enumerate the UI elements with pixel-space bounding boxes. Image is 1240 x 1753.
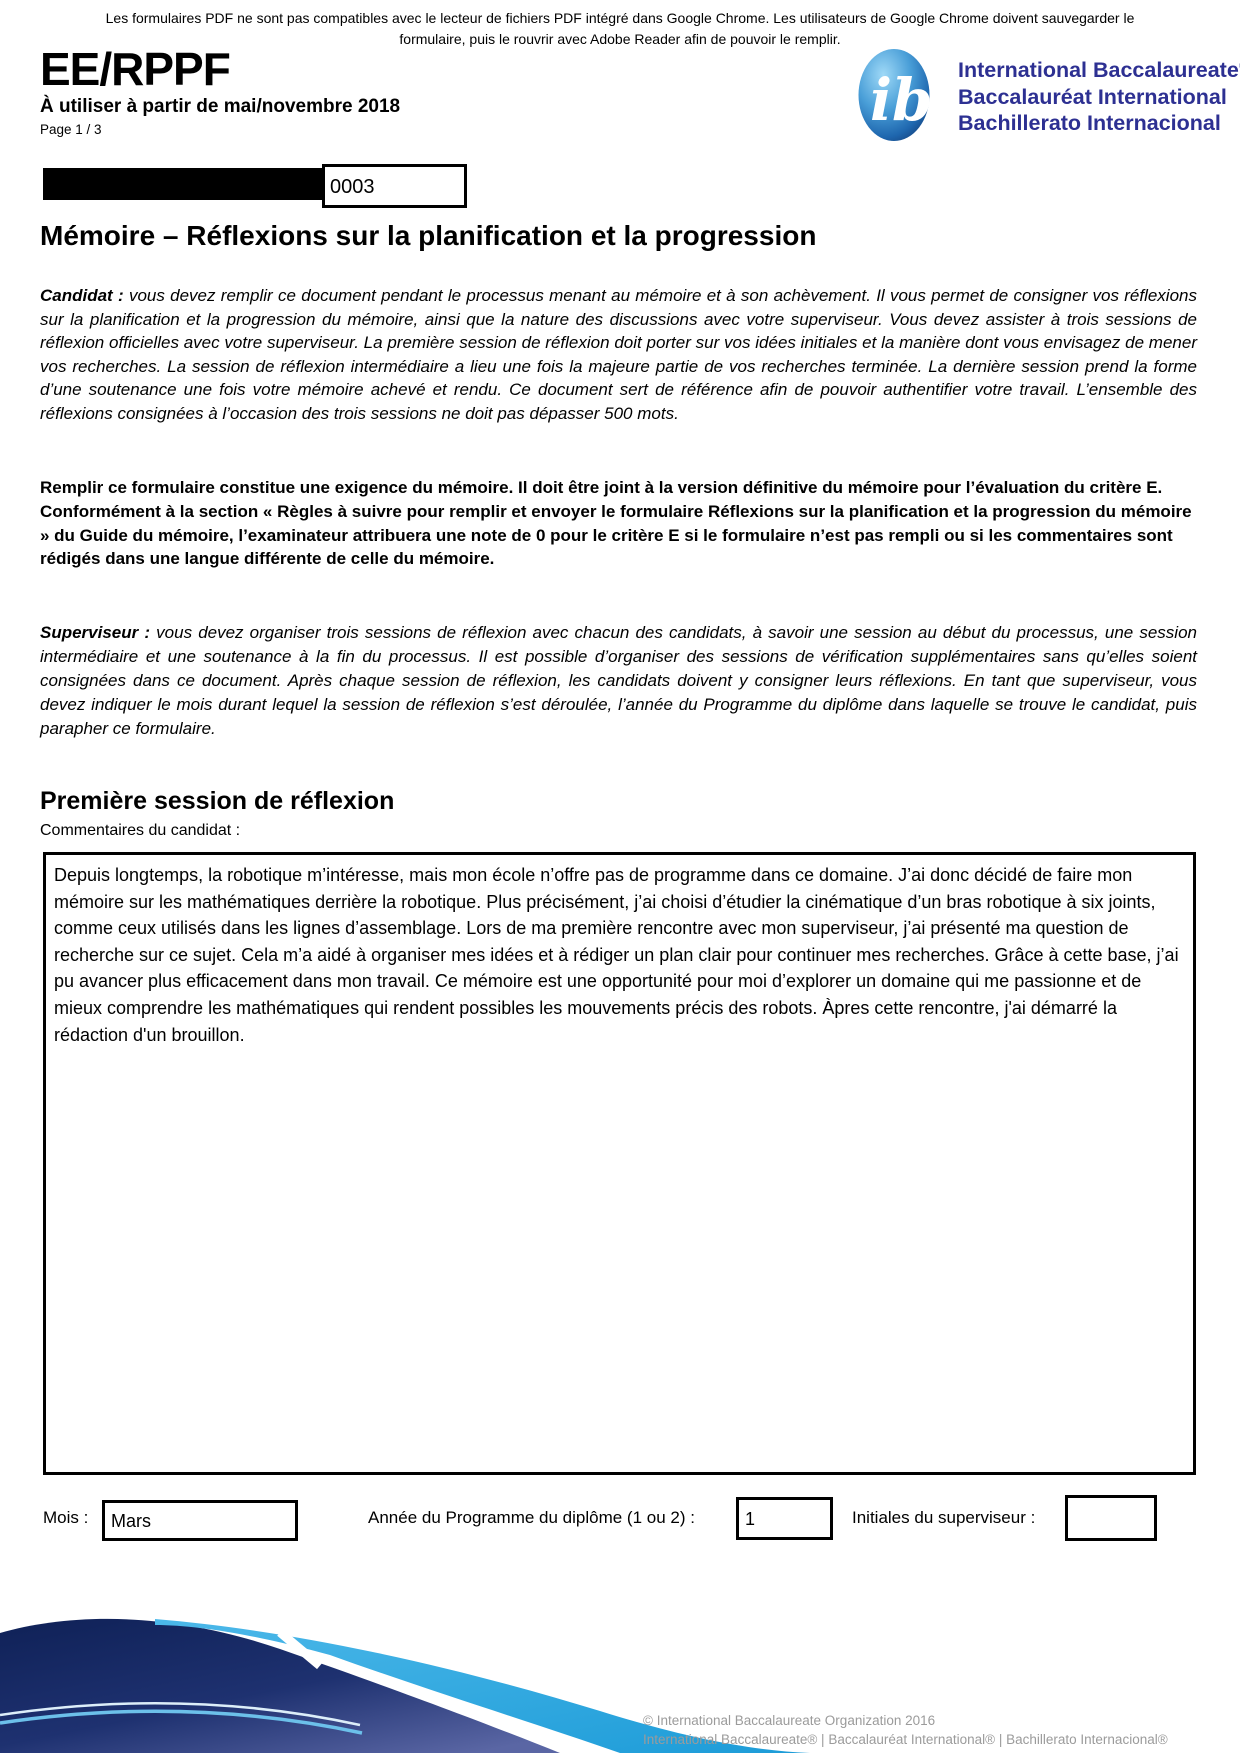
document-title: Mémoire – Réflexions sur la planification et la progression	[40, 220, 817, 251]
supervisor-initials-label: Initiales du superviseur :	[852, 1508, 1036, 1527]
month-label: Mois :	[43, 1508, 89, 1527]
programme-year-field[interactable]	[736, 1497, 833, 1540]
redacted-candidate-field	[43, 168, 322, 200]
session-number-field[interactable]	[322, 164, 467, 208]
disclaimer-line-1: Les formulaires PDF ne sont pas compatibles avec le lecteur de fichiers PDF intégré dans Google Chrome. Les utilisateurs de Google Chrome doivent sauvegarder le	[105, 10, 1135, 26]
requirement-notice-paragraph: Remplir ce formulaire constitue une exigence du mémoire. Il doit être joint à la version définitive du mémoire pour l’évaluation du critère E. Conformément à la section « Règles à suivre pour remplir et envoyer le formulaire Réflexions sur la planification et la progression du mémoire » du Guide du mémoire, l’examinateur attribuera une note de 0 pour le critère E si le formulaire n’est pas rempli ou si les commentaires sont rédigés dans une langue différente de celle du mémoire.	[40, 478, 1192, 569]
page-indicator: Page 1 / 3	[40, 122, 102, 137]
svg-text:ib: ib	[870, 66, 930, 134]
copyright-line: © International Baccalaureate Organization 2016	[643, 1713, 936, 1728]
session-number-value: 0003	[330, 176, 375, 198]
ib-logo-line-en: International Baccalaureate	[958, 54, 1240, 84]
candidate-comments-label: Commentaires du candidat :	[40, 822, 241, 839]
programme-year-value: 1	[745, 1509, 756, 1529]
trademarks-line: International Baccalaureate® | Baccalauréat International® | Bachillerato Internacional®	[643, 1731, 1168, 1747]
candidate-label: Candidat :	[40, 286, 124, 305]
candidate-instructions-text: vous devez remplir ce document pendant le processus menant au mémoire et à son achèvement. Il vous permet de consigner vos réflexions sur la planification et la progression du mémoire, ainsi que la nature des discussions avec votre superviseur. Vous devez assister à trois sessions de réflexion officielles avec votre superviseur. La première session de réflexion doit porter sur vos idées initiales et la manière dont vous envisagez de mener vos recherches. La session de réflexion intermédiaire a lieu une fois la majeure partie de vos recherches terminée. La dernière session prend la forme d’une soutenance une fois votre mémoire achevé et rendu. Ce document sert de référence afin de pouvoir authentifier votre travail. L’ensemble des réflexions consignées à l’occasion des trois sessions ne doit pas dépasser 500 mots.	[40, 286, 1197, 423]
supervisor-initials-field[interactable]	[1065, 1495, 1157, 1541]
disclaimer-line-2: formulaire, puis le rouvrir avec Adobe Reader afin de pouvoir le remplir.	[399, 31, 841, 47]
ib-logo	[858, 48, 1240, 147]
candidate-comments-field[interactable]	[43, 852, 1196, 1475]
month-field[interactable]	[102, 1500, 298, 1541]
month-value: Mars	[111, 1511, 151, 1531]
usage-note: À utiliser à partir de mai/novembre 2018	[40, 96, 401, 117]
supervisor-label: Superviseur :	[40, 623, 151, 642]
ib-globe-icon	[858, 48, 930, 147]
first-session-heading: Première session de réflexion	[40, 787, 395, 815]
ib-logo-wordmark	[958, 48, 1240, 137]
form-code-title: EE/RPPF	[40, 43, 230, 95]
candidate-comments-text: Depuis longtemps, la robotique m’intéresse, mais mon école n’offre pas de programme dans ce domaine. J’ai donc décidé de faire mon mémoire sur les mathématiques derrière la robotique. Plus précisément, j’ai choisi d’étudier la cinématique d’un bras robotique à six joints, comme ceux utilisés dans les lignes d’assemblage. Lors de ma première rencontre avec mon superviseur, j’ai présenté ma question de recherche sur ce sujet. Cela m’a aidé à organiser mes idées et à rédiger un plan clair pour continuer mes recherches. Grâce à cette base, j’ai pu avancer plus efficacement dans mon travail. Ce mémoire est une opportunité pour moi d’explorer un domaine qui me passionne et de mieux comprendre les mathématiques qui rendent possibles les mouvements précis des robots. Àpres cette rencontre, j'ai démarré la rédaction d'un brouillon.	[54, 865, 1179, 1045]
ib-logo-line-fr: Baccalauréat International	[958, 84, 1227, 109]
ib-logo-line-es: Bachillerato Internacional	[958, 111, 1221, 136]
programme-year-label: Année du Programme du diplôme (1 ou 2) :	[368, 1508, 695, 1527]
footer-copyright	[643, 1712, 1168, 1749]
supervisor-instructions-text: vous devez organiser trois sessions de réflexion avec chacun des candidats, à savoir une session au début du processus, une session intermédiaire et une soutenance à la fin du processus. Il est possible d’organiser des sessions de vérification supplémentaires sans qu’elles soient consignées dans ce document. Après chaque session de réflexion, les candidats doivent y consigner leurs réflexions. En tant que superviseur, vous devez indiquer le mois durant lequel la session de réflexion s’est déroulée, l’année du Programme du diplôme dans laquelle se trouve le candidat, puis parapher ce formulaire.	[40, 623, 1197, 738]
candidate-instructions-paragraph	[40, 284, 1197, 426]
supervisor-instructions-paragraph	[40, 621, 1197, 741]
